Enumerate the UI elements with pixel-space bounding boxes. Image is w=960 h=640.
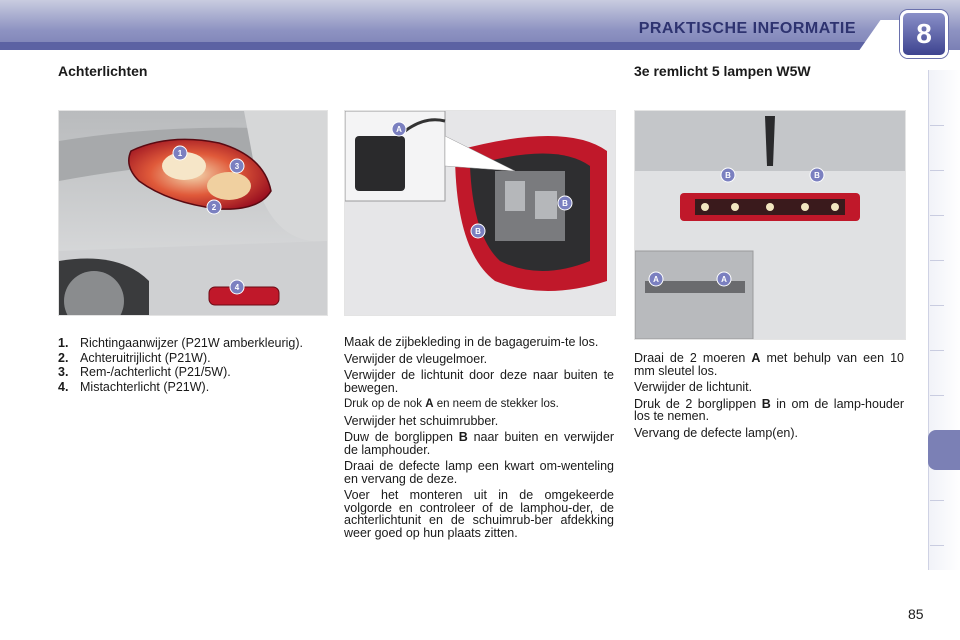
page-number: 85 <box>908 606 924 622</box>
instruction-paragraph: Maak de zijbekleding in de bagageruim-te los. <box>344 335 599 349</box>
third-brake-light-heading: 3e remlicht 5 lampen W5W <box>634 63 811 79</box>
instruction-key: A <box>751 351 761 365</box>
instruction-paragraph <box>344 431 614 456</box>
third-brake-light-figure <box>634 110 906 340</box>
instruction-text: Draai de 2 moeren <box>634 351 752 365</box>
callout-b-left: B <box>725 171 731 180</box>
instruction-text: met behulp van een 10 mm sleutel los. <box>634 351 904 378</box>
instruction-paragraph <box>634 398 904 423</box>
side-tick <box>930 305 944 306</box>
list-item-number: 2. <box>58 350 69 365</box>
callout-a-right: A <box>721 275 727 284</box>
instruction-text: en neem de stekker los. <box>433 398 559 410</box>
instruction-key: B <box>761 396 771 411</box>
list-item <box>58 365 328 380</box>
side-tick <box>930 125 944 126</box>
instruction-key: A <box>425 398 434 410</box>
list-item-number: 4. <box>58 379 69 394</box>
instruction-text: Duw de borglippen <box>344 430 459 444</box>
instruction-paragraph: Vervang de defecte lamp(en). <box>634 425 798 440</box>
side-tick <box>930 260 944 261</box>
callout-a-left: A <box>653 275 659 284</box>
callout-a: A <box>396 125 402 134</box>
list-item-text: Richtingaanwijzer (P21W amberkleurig). <box>80 336 303 350</box>
instruction-text: naar buiten en verwijder de lamphouder. <box>344 430 614 457</box>
instruction-paragraph: Verwijder de vleugelmoer. <box>344 351 488 366</box>
light-unit-figure <box>344 110 616 316</box>
callout-2: 2 <box>211 203 217 212</box>
rear-light-instructions <box>344 336 614 543</box>
side-tick <box>930 545 944 546</box>
instruction-text: Druk de 2 borglippen <box>634 396 762 411</box>
instruction-paragraph: Verwijder de lichtunit door deze naar buiten te bewegen. <box>344 368 614 395</box>
instruction-text: in om de lamp-houder los te nemen. <box>634 396 904 423</box>
side-tick <box>930 170 944 171</box>
callout-b-right: B <box>814 171 820 180</box>
list-item <box>58 351 328 366</box>
list-item <box>58 380 328 395</box>
list-item-number: 1. <box>58 336 69 350</box>
instruction-paragraph <box>634 352 904 377</box>
list-item-number: 3. <box>58 365 69 379</box>
instruction-paragraph <box>344 398 614 411</box>
side-index-active-tab[interactable] <box>928 430 960 470</box>
chapter-title: PRAKTISCHE INFORMATIE <box>638 20 856 37</box>
instruction-paragraph: Verwijder de lichtunit. <box>634 380 753 394</box>
callout-4: 4 <box>234 283 240 292</box>
rear-light-figure <box>58 110 328 316</box>
brake-light-instructions <box>634 352 904 443</box>
side-index <box>928 70 960 570</box>
list-item-text: Achteruitrijlicht (P21W). <box>80 350 211 365</box>
callout-b-upper: B <box>562 199 568 208</box>
list-item-text: Mistachterlicht (P21W). <box>80 379 210 394</box>
side-tick <box>930 350 944 351</box>
instruction-paragraph: Voer het monteren uit in de omgekeerde volgorde en controleer of de lamphou-der, de achterlichtunit en de schuimrub-ber afdekking weer goed op hun plaats zitten. <box>344 488 614 540</box>
callout-1: 1 <box>177 149 183 158</box>
chapter-badge: 8 <box>900 10 948 58</box>
instruction-text: Druk op de nok <box>344 398 426 410</box>
header-stripe <box>0 42 880 50</box>
rear-lights-heading: Achterlichten <box>58 63 148 79</box>
side-tick <box>930 500 944 501</box>
callout-3: 3 <box>234 162 240 171</box>
callout-b-lower: B <box>475 227 481 236</box>
instruction-key: B <box>458 430 468 444</box>
bulb-list <box>58 336 328 394</box>
instruction-paragraph: Draai de defecte lamp een kwart om-wenteling en vervang de deze. <box>344 459 614 486</box>
instruction-paragraph: Verwijder het schuimrubber. <box>344 413 499 428</box>
list-item <box>58 336 328 351</box>
side-tick <box>930 395 944 396</box>
side-tick <box>930 215 944 216</box>
list-item-text: Rem-/achterlicht (P21/5W). <box>80 365 231 379</box>
